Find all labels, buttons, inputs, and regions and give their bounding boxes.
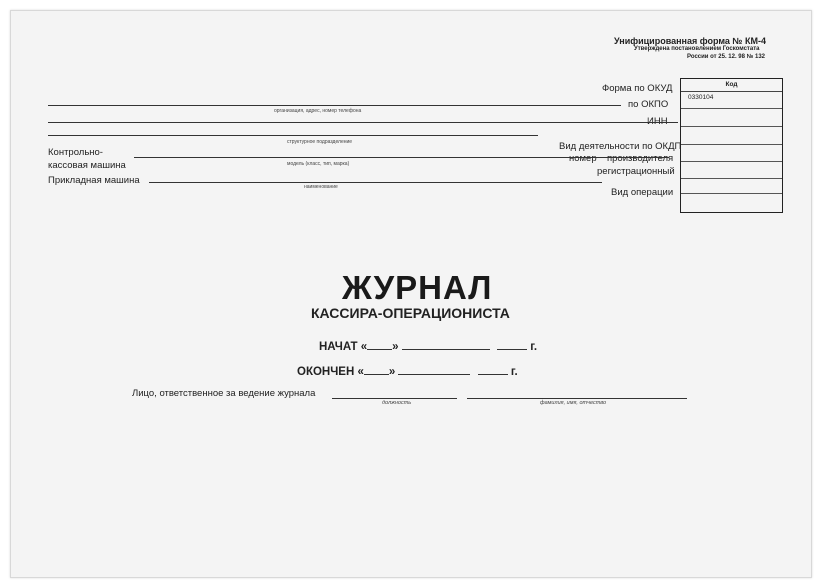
finished-year-field[interactable]	[478, 364, 508, 375]
code-table	[680, 78, 783, 213]
registration-label: регистрационный	[597, 166, 675, 177]
finished-quote-close: »	[388, 366, 396, 378]
code-row-okud	[681, 91, 782, 109]
journal-subtitle: КАССИРА-ОПЕРАЦИОНИСТА	[311, 305, 510, 321]
kkm-label-1: Контрольно-	[48, 147, 103, 158]
started-row	[319, 339, 537, 353]
okud-label: Форма по ОКУД	[602, 83, 673, 94]
code-header: Код	[681, 79, 782, 92]
organization-line[interactable]	[48, 105, 621, 106]
operation-label: Вид операции	[611, 187, 674, 198]
subdivision-line[interactable]	[48, 135, 538, 136]
code-row-manufacturer	[681, 162, 782, 179]
manufacturer-label: производителя	[607, 153, 674, 164]
applied-machine-line[interactable]	[149, 182, 602, 183]
kkm-line[interactable]	[134, 157, 669, 158]
kkm-label-2: кассовая машина	[48, 160, 126, 171]
position-line[interactable]	[332, 398, 457, 399]
fio-hint: фамилия, имя, отчество	[540, 400, 607, 406]
responsible-label: Лицо, ответственное за ведение журнала	[132, 388, 316, 399]
okpo-label: по ОКПО	[628, 99, 669, 110]
code-row-inn	[681, 127, 782, 145]
finished-day-field[interactable]	[364, 364, 389, 375]
finished-row	[297, 364, 518, 378]
form-title: Унифицированная форма № КМ-4	[614, 36, 766, 46]
started-quote-close: »	[392, 341, 399, 353]
code-row-registration	[681, 179, 782, 194]
started-year-field[interactable]	[497, 339, 527, 350]
model-hint: модель (класс, тип, марка)	[287, 161, 350, 167]
okud-value: 0330104	[688, 94, 714, 101]
organization-line-2[interactable]	[48, 122, 678, 123]
organization-hint: организация, адрес, номер телефона	[274, 108, 362, 114]
finished-month-field[interactable]	[398, 364, 470, 375]
started-year-suffix: г.	[530, 341, 538, 353]
started-prefix: НАЧАТ «	[319, 341, 368, 353]
applied-machine-label: Прикладная машина	[48, 175, 140, 186]
approved-line-1: Утверждена постановлением Госкомстата	[634, 46, 760, 52]
position-hint: должность	[382, 400, 412, 406]
nomer-label: номер	[569, 153, 597, 164]
approved-line-2: России от 25. 12. 98 № 132	[687, 54, 765, 60]
finished-prefix: ОКОНЧЕН «	[297, 366, 364, 378]
fio-line[interactable]	[467, 398, 687, 399]
started-day-field[interactable]	[367, 339, 392, 350]
form-sheet	[10, 10, 812, 578]
name-hint: наименование	[304, 184, 338, 190]
code-row-okpo	[681, 109, 782, 127]
journal-title: ЖУРНАЛ	[342, 269, 493, 306]
subdivision-hint: структурное подразделение	[287, 139, 353, 145]
started-month-field[interactable]	[402, 339, 490, 350]
inn-label: ИНН	[647, 116, 668, 127]
finished-year-suffix: г.	[510, 366, 518, 378]
okdp-label: Вид деятельности по ОКДП	[559, 141, 682, 152]
code-row-okdp	[681, 145, 782, 162]
